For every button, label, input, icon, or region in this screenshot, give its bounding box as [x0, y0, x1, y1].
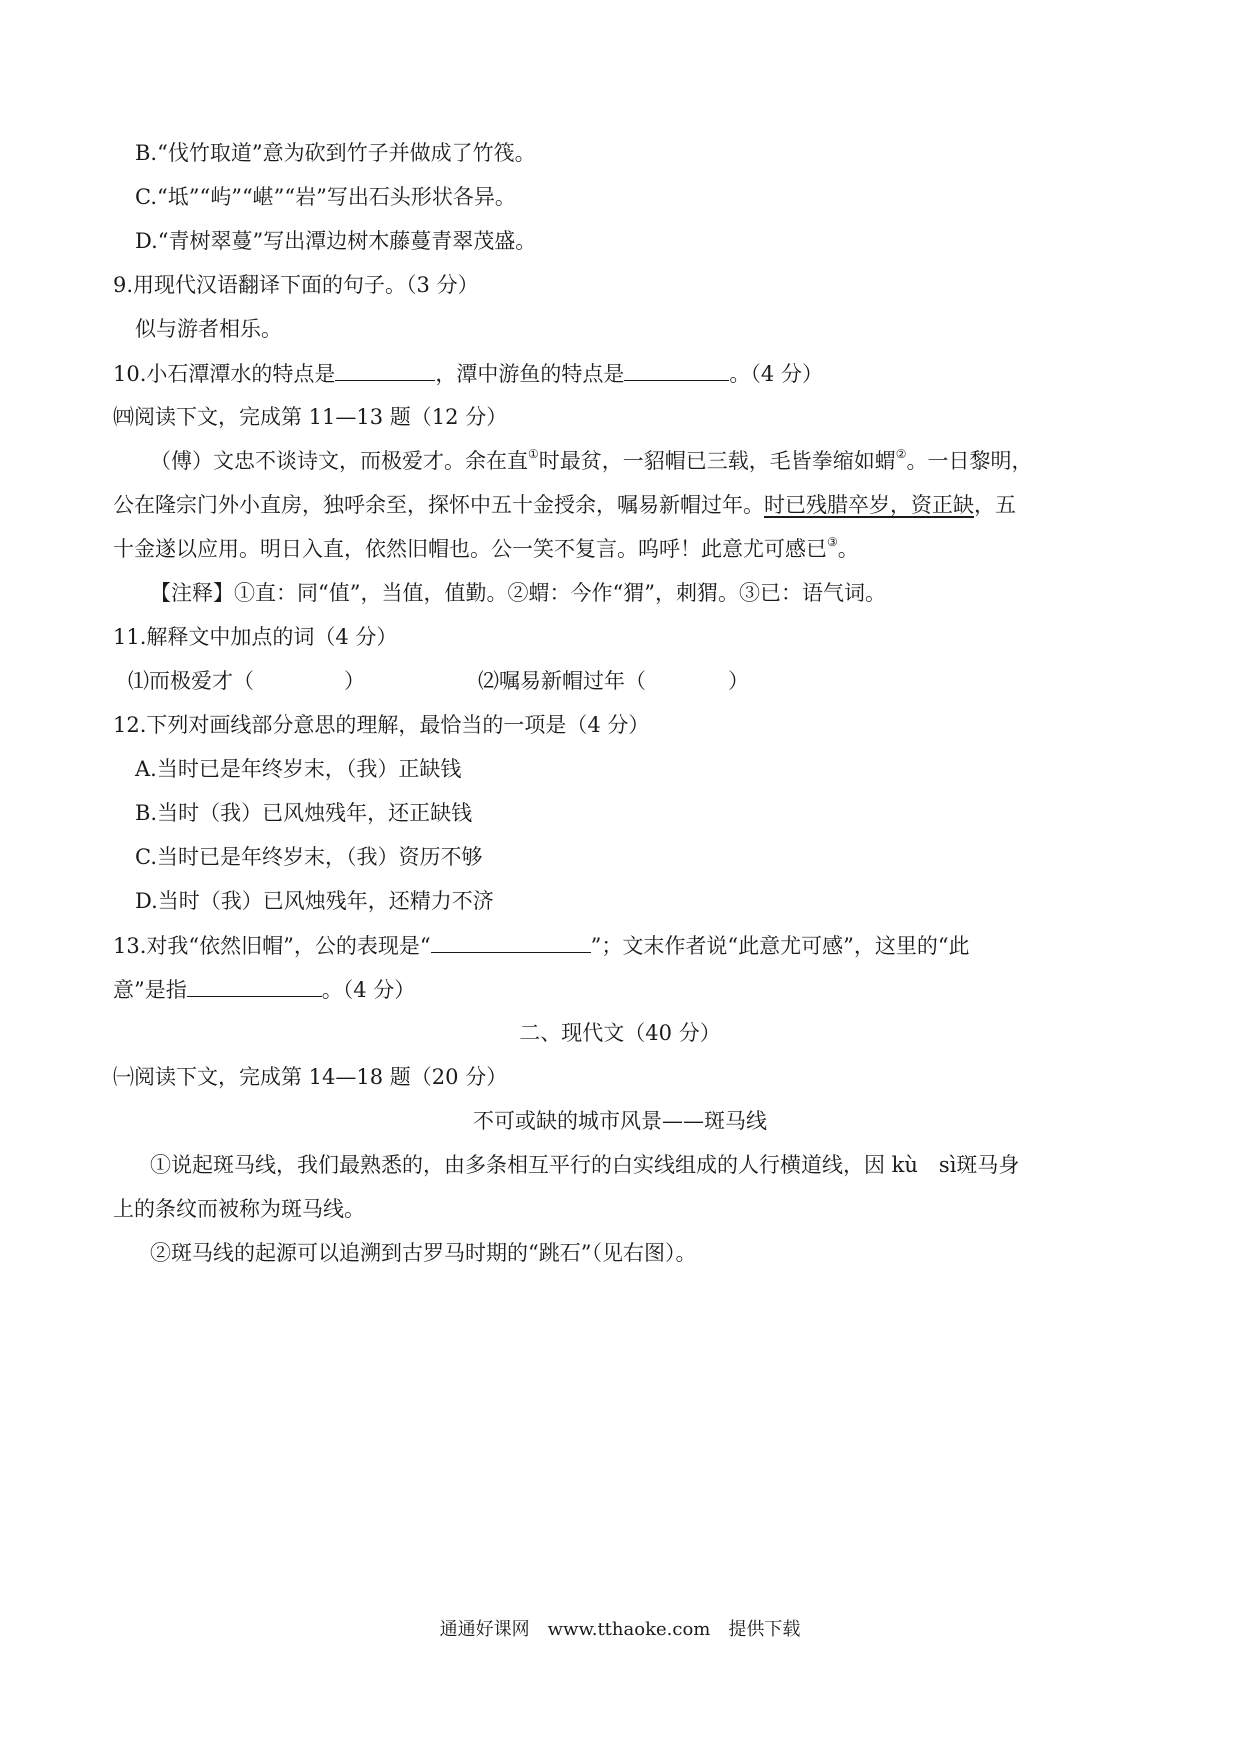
q11-item-1-close: ）	[344, 669, 365, 693]
q13-text-2: ”；文末作者说“此意尤可感”，这里的“此	[590, 934, 970, 958]
passage-text: 公在隆宗门外小直房，独呼余至，探怀中五十金授余，嘱易新帽过年。	[113, 493, 764, 517]
passage-text: ，五	[974, 493, 1016, 517]
passage-text: 。	[837, 537, 859, 561]
passage-note: 【注释】①直：同“值”，当值，值勤。②蝟：今作“猬”，刺猬。③已：语气词。	[150, 581, 886, 605]
article-para-1-line-1: ①说起斑马线，我们最熟悉的，由多条相互平行的白实线组成的人行横道线，因 kù sì斑马身	[150, 1153, 1020, 1177]
passage-text: 。一日黎明，	[906, 449, 1033, 473]
article-para-2: ②斑马线的起源可以追溯到古罗马时期的“跳石”（见右图）。	[150, 1241, 697, 1265]
q11-item-2-text: ⑵嘱易新帽过年（	[478, 669, 646, 693]
q13-blank-1[interactable]	[431, 930, 591, 953]
footnote-mark-2: ②	[895, 447, 907, 461]
q8-option-d: D.“青树翠蔓”写出潭边树木藤蔓青翠茂盛。	[135, 229, 537, 253]
q9-stem: 9.用现代汉语翻译下面的句子。（3 分）	[113, 273, 479, 297]
page-footer: 通通好课网 www.tthaoke.com 提供下载	[439, 1619, 801, 1640]
passage-text: 时最贫，一貂帽已三载，毛皆拳缩如蝟	[538, 449, 896, 473]
q10-text-2: ，潭中游鱼的特点是	[435, 362, 625, 386]
q8-option-c: C.“坻”“屿”“嵁”“岩”写出石头形状各异。	[135, 185, 516, 209]
q11-stem: 11.解释文中加点的词（4 分）	[113, 625, 398, 649]
passage-text: 十金遂以应用。明日入直，依然旧帽也。公一笑不复言。呜呼！此意尤可感已	[113, 537, 827, 561]
q12-option-b: B.当时（我）已风烛残年，还正缺钱	[135, 801, 473, 825]
passage-text: （傅）文忠不谈诗文，而极爱才。余在直	[150, 449, 528, 473]
footnote-mark-1: ①	[528, 447, 539, 461]
q11-item-2	[478, 666, 749, 696]
passage-line-3	[113, 534, 859, 564]
article-title: 不可或缺的城市风景——斑马线	[473, 1109, 767, 1133]
q13-line-1	[113, 930, 970, 961]
underlined-phrase: 时已残腊卒岁，资正缺	[764, 493, 974, 517]
section-modern-subheading: ㈠阅读下文，完成第 14—18 题（20 分）	[113, 1065, 508, 1089]
q13-blank-2[interactable]	[187, 974, 322, 997]
q10-text-3: 。（4 分）	[729, 362, 823, 386]
q12-option-d: D.当时（我）已风烛残年，还精力不济	[135, 889, 494, 913]
q12-option-c: C.当时已是年终岁末，（我）资历不够	[135, 845, 483, 869]
footnote-mark-3: ③	[827, 535, 838, 549]
section-modern-heading: 二、现代文（40 分）	[519, 1021, 721, 1045]
q13-text-1: 13.对我“依然旧帽”，公的表现是“	[113, 934, 431, 958]
passage-line-2	[113, 490, 1016, 520]
q11-item-1-text: ⑴而极爱才（	[128, 669, 254, 693]
q10-blank-1[interactable]	[335, 358, 435, 381]
q12-stem: 12.下列对画线部分意思的理解，最恰当的一项是（4 分）	[113, 713, 650, 737]
q13-text-4: 。（4 分）	[321, 978, 416, 1002]
q12-option-a: A.当时已是年终岁末，（我）正缺钱	[135, 757, 462, 781]
q10-text-1: 10.小石潭潭水的特点是	[113, 362, 336, 386]
q10-question	[113, 358, 823, 389]
q11-item-2-close: ）	[728, 669, 749, 693]
section4-heading: ㈣阅读下文，完成第 11—13 题（12 分）	[113, 405, 508, 429]
q13-text-3: 意”是指	[113, 978, 187, 1002]
q11-item-1	[128, 666, 365, 696]
q10-blank-2[interactable]	[624, 358, 729, 381]
q9-sentence: 似与游者相乐。	[135, 317, 282, 341]
q8-option-b: B.“伐竹取道”意为砍到竹子并做成了竹筏。	[135, 141, 536, 165]
q13-line-2	[113, 974, 415, 1005]
article-para-1-line-2: 上的条纹而被称为斑马线。	[113, 1197, 365, 1221]
passage-line-1	[150, 446, 1033, 476]
